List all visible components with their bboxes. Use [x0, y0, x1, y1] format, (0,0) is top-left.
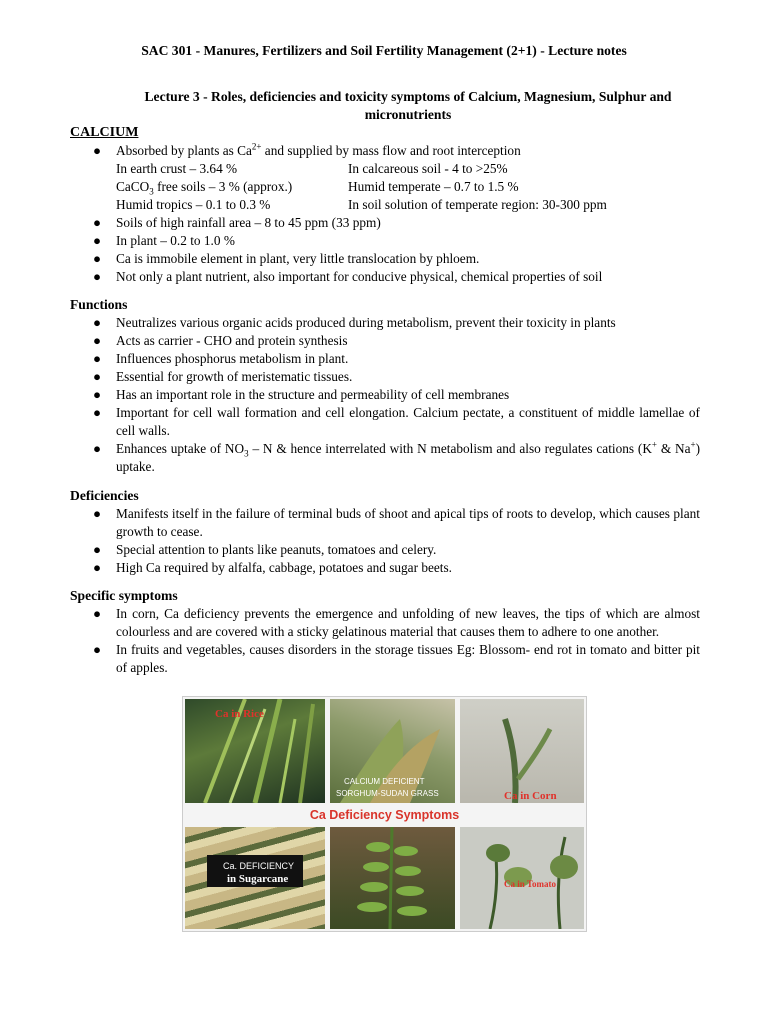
rice-photo — [185, 699, 325, 803]
bullet-icon: ● — [92, 315, 102, 330]
course-title: SAC 301 - Manures, Fertilizers and Soil Fertility Management (2+1) - Lecture notes — [141, 43, 627, 58]
tomato-photo — [460, 827, 584, 929]
list-item: ● Soils of high rainfall area – 8 to 45 ppm (33 ppm) — [92, 215, 381, 230]
list-item: ● Not only a plant nutrient, also important for conducive physical, chemical properties of soil — [92, 269, 603, 284]
list-item: ● In plant – 0.2 to 1.0 % — [92, 233, 235, 248]
list-item: ● Influences phosphorus metabolism in plant. — [92, 351, 349, 366]
list-item: ● Absorbed by plants as $Ca^{2+}$ and supplied by mass flow and root interception — [92, 141, 521, 158]
calcium-stat-row: In earth crust – 3.64 % In calcareous soil - 4 to >25% — [116, 161, 508, 176]
figure-caption: Ca Deficiency Symptoms — [309, 808, 460, 822]
list-item: ● Essential for growth of meristematic tissues. — [92, 369, 353, 384]
corn-label: Ca in Corn — [504, 790, 557, 802]
list-item: ● Special attention to plants like peanuts, tomatoes and celery. — [92, 542, 437, 557]
list-item: ● Manifests itself in the failure of terminal buds of shoot and apical tips of roots to develop, which causes plant growth to cease. — [92, 506, 700, 539]
list-item: ● Enhances uptake of $NO_3$ – N & hence interrelated with N metabolism and also regulates cations (K+ & Na+) uptake. — [92, 439, 700, 474]
bullet-icon: ● — [92, 215, 102, 230]
bullet-icon: ● — [92, 351, 102, 366]
list-item: ● In corn, Ca deficiency prevents the emergence and unfolding of new leaves, the tips of which are almost colourless and are covered with a sticky gelatinous material that causes them to adhere to one another. — [92, 606, 700, 639]
bullet-icon: ● — [92, 387, 102, 402]
calcium-stat-row: Humid tropics – 0.1 to 0.3 % In soil solution of temperate region: 30-300 ppm — [116, 197, 607, 212]
fern-like-plant-photo — [330, 827, 455, 929]
bullet-icon: ● — [92, 542, 102, 557]
bullet-icon: ● — [92, 441, 102, 456]
calcium-stat-row: CaCO$_3$ free soils – 3 % (approx.) Humid temperate – 0.7 to 1.5 % — [116, 179, 519, 197]
ca-deficiency-figure — [182, 696, 587, 932]
sorghum-label-1: CALCIUM DEFICIENT — [344, 777, 425, 786]
calcium-section — [70, 142, 700, 286]
bullet-icon: ● — [92, 560, 102, 575]
sugarcane-label-2: in Sugarcane — [227, 873, 289, 885]
list-item: ● Ca is immobile element in plant, very little translocation by phloem. — [92, 251, 480, 266]
sorghum-photo — [330, 699, 455, 803]
sorghum-label-2: SORGHUM-SUDAN GRASS — [336, 789, 439, 798]
bullet-icon: ● — [92, 251, 102, 266]
list-item: ● Acts as carrier - CHO and protein synthesis — [92, 333, 348, 348]
rice-label: Ca in Rice — [215, 708, 264, 720]
functions-section — [70, 314, 700, 476]
bullet-icon: ● — [92, 369, 102, 384]
bullet-icon: ● — [92, 143, 102, 158]
bullet-icon: ● — [92, 269, 102, 284]
list-item: ● Has an important role in the structure and permeability of cell membranes — [92, 387, 510, 402]
list-item: ● In fruits and vegetables, causes disorders in the storage tissues Eg: Blossom- end rot in tomato and bitter pit of apples. — [92, 642, 700, 675]
sugarcane-photo — [185, 827, 325, 929]
list-item: ● High Ca required by alfalfa, cabbage, potatoes and sugar beets. — [92, 560, 452, 575]
list-item: ● Important for cell wall formation and cell elongation. Calcium pectate, a constituent of middle lamellae of cell walls. — [92, 405, 700, 438]
bullet-icon: ● — [92, 606, 102, 621]
deficiencies-section — [70, 505, 700, 577]
sugarcane-label-1: Ca. DEFICIENCY — [223, 861, 295, 871]
list-item: ● Neutralizes various organic acids produced during metabolism, prevent their toxicity in plants — [92, 315, 616, 330]
calcium-heading: CALCIUM — [70, 125, 139, 140]
specific-symptoms-section — [70, 605, 700, 677]
corn-photo — [460, 699, 584, 803]
deficiencies-heading: Deficiencies — [70, 488, 139, 503]
tomato-label: Ca in Tomato — [504, 879, 557, 889]
bullet-icon: ● — [92, 333, 102, 348]
bullet-icon: ● — [92, 642, 102, 657]
functions-heading: Functions — [70, 297, 128, 312]
specific-symptoms-heading: Specific symptoms — [70, 588, 178, 603]
bullet-icon: ● — [92, 233, 102, 248]
sugarcane-label-box — [207, 855, 303, 887]
bullet-icon: ● — [92, 506, 102, 521]
plant-leaflets-drawing — [330, 827, 455, 929]
lecture-title: Lecture 3 - Roles, deficiencies and toxicity symptoms of Calcium, Magnesium, Sulphur and micronutrients — [144, 89, 672, 122]
bullet-icon: ● — [92, 405, 102, 420]
